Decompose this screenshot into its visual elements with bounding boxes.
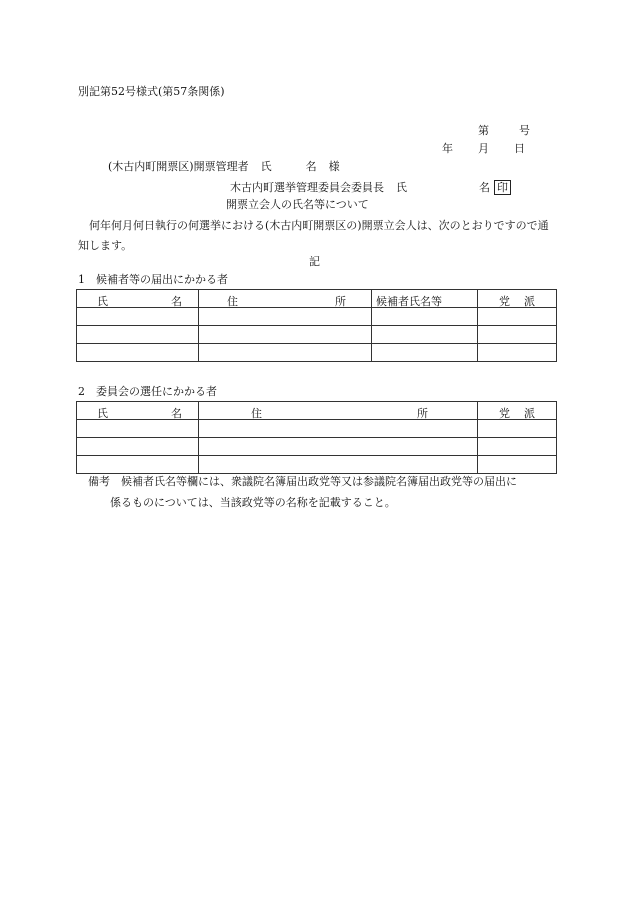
cell-party-1[interactable] [478, 308, 557, 326]
header-party-ha: 派 [524, 407, 535, 420]
table-row [77, 326, 557, 344]
sender-line [230, 180, 511, 195]
number-dai: 第 [478, 124, 489, 137]
section2-title: 2 委員会の選任にかかる者 [78, 385, 217, 398]
form-label: 別記第52号様式(第57条関係) [78, 85, 225, 98]
header-candidate [372, 290, 478, 308]
date-line [442, 143, 525, 154]
cell-name-2[interactable] [77, 438, 199, 456]
cell-address-1[interactable] [199, 420, 478, 438]
table-row [77, 308, 557, 326]
header-shi: 氏 [97, 295, 108, 308]
sender-shi: 氏 [396, 181, 407, 194]
date-month: 月 [478, 142, 489, 155]
table-row [77, 456, 557, 474]
table-header-row [77, 402, 557, 420]
header-ju: 住 [227, 295, 238, 308]
table-row [77, 438, 557, 456]
cell-address-3[interactable] [199, 344, 372, 362]
seal-stamp: 印 [494, 180, 511, 195]
subject-line: 開票立会人の氏名等について [226, 198, 369, 211]
header-sho: 所 [417, 407, 428, 420]
cell-candidate-2[interactable] [372, 326, 478, 344]
sender-mei: 名 [479, 181, 490, 194]
committee-table [76, 401, 557, 474]
note-line-1: 備考 候補者氏名等欄には、衆議院名簿届出政党等又は参議院名簿届出政党等の届出に [88, 475, 517, 488]
header-sho: 所 [335, 295, 346, 308]
date-year: 年 [442, 142, 453, 155]
cell-name-1[interactable] [77, 308, 199, 326]
recipient-org: (木古内町開票区)開票管理者 [108, 160, 249, 173]
cell-name-3[interactable] [77, 456, 199, 474]
header-name [77, 290, 199, 308]
header-address [199, 290, 372, 308]
cell-candidate-1[interactable] [372, 308, 478, 326]
recipient-honorific: 様 [328, 160, 340, 173]
header-party-to: 党 [499, 407, 510, 420]
candidate-table [76, 289, 557, 362]
document-number-line [478, 125, 530, 136]
header-party-ha: 派 [524, 295, 535, 308]
cell-candidate-3[interactable] [372, 344, 478, 362]
cell-name-1[interactable] [77, 420, 199, 438]
cell-name-3[interactable] [77, 344, 199, 362]
recipient-mei: 名 [305, 160, 317, 173]
header-mei: 名 [171, 407, 182, 420]
cell-address-2[interactable] [199, 438, 478, 456]
cell-address-3[interactable] [199, 456, 478, 474]
sender-title: 木古内町選挙管理委員会委員長 [230, 181, 384, 194]
cell-address-2[interactable] [199, 326, 372, 344]
header-mei: 名 [171, 295, 182, 308]
recipient-line [108, 161, 340, 172]
ki-heading: 記 [309, 255, 320, 268]
table-header-row [77, 290, 557, 308]
header-name [77, 402, 199, 420]
recipient-shi: 氏 [260, 160, 272, 173]
header-party [478, 402, 557, 420]
cell-address-1[interactable] [199, 308, 372, 326]
number-go: 号 [519, 124, 530, 137]
cell-party-1[interactable] [478, 420, 557, 438]
cell-party-3[interactable] [478, 456, 557, 474]
header-party [478, 290, 557, 308]
body-text: 何年何月何日執行の何選挙における(木古内町開票区の)開票立会人は、次のとおりですので通知します。 [78, 219, 549, 252]
cell-party-3[interactable] [478, 344, 557, 362]
section1-title: 1 候補者等の届出にかかる者 [78, 273, 228, 286]
header-address [199, 402, 478, 420]
note-line-2: 係るものについては、当該政党等の名称を記載すること。 [110, 496, 396, 509]
header-ju: 住 [251, 407, 262, 420]
header-candidate-label: 候補者氏名等 [376, 295, 442, 308]
table-row [77, 420, 557, 438]
table-row [77, 344, 557, 362]
date-day: 日 [514, 142, 525, 155]
cell-name-2[interactable] [77, 326, 199, 344]
cell-party-2[interactable] [478, 438, 557, 456]
header-party-to: 党 [499, 295, 510, 308]
cell-party-2[interactable] [478, 326, 557, 344]
header-shi: 氏 [97, 407, 108, 420]
